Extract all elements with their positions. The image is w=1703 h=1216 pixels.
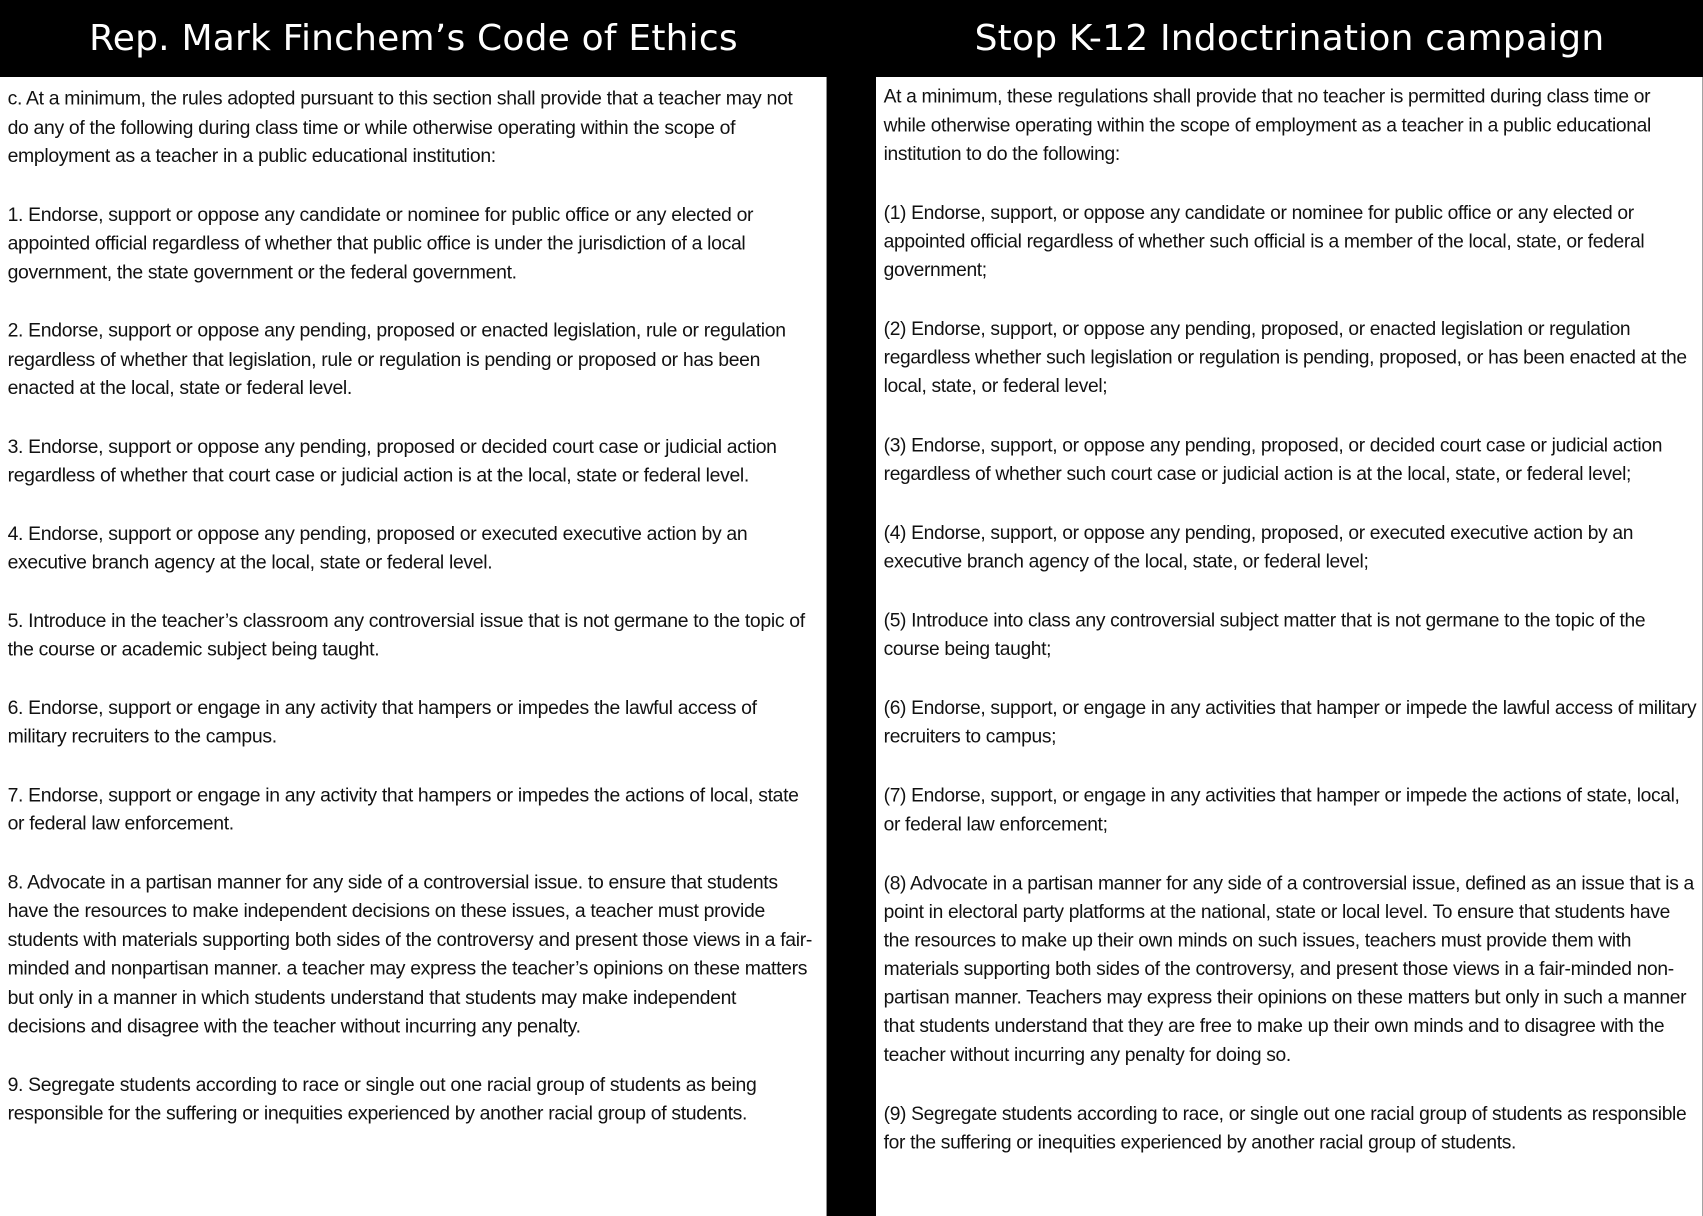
left-item-2: 2. Endorse, support or oppose any pending, proposed or enacted legislation, rule or regulation regardless of whether that legislation, rule or regulation is pending or proposed or has been enacted at the local, state or federal level. bbox=[7, 319, 786, 399]
right-item-8: (8) Advocate in a partisan manner for any side of a controversial issue, defined as an issue that is a point in electoral party platforms at the national, state or local level. To ensure that students have the resources to make up their own minds on such issues, teachers must provide them with materials supporting both sides of the controversy, and present those views in a fair-minded non-partisan manner. Teachers may express their opinions on these matters but only in such a manner that students understand that they are free to make up their own minds and to disagree with the teacher without incurring any penalty for doing so. bbox=[883, 873, 1694, 1066]
left-item-3: 3. Endorse, support or oppose any pending, proposed or decided court case or judicial action regardless of whether that court case or judicial action is at the local, state or federal level. bbox=[7, 435, 777, 487]
right-item-9: (9) Segregate students according to race, or single out one racial group of students as responsible for the suffering or inequities experienced by another racial group of students. bbox=[883, 1103, 1687, 1154]
right-item-5: (5) Introduce into class any controversial subject matter that is not germane to the topic of the course being taught; bbox=[883, 610, 1646, 660]
left-item-8: 8. Advocate in a partisan manner for any side of a controversial issue. to ensure that students have the resources to make independent decisions on these issues, a teacher must provide students with materials supporting both sides of the controversy and present those views in a fair-minded and nonpartisan manner. a teacher may express the teacher’s opinions on these matters but only in a manner in which students understand that students may make independent decisions and disagree with the teacher without incurring any penalty. bbox=[7, 870, 812, 1038]
right-column-title: Stop K-12 Indoctrination campaign bbox=[974, 18, 1605, 59]
left-column bbox=[0, 0, 827, 1216]
left-text-panel bbox=[0, 77, 827, 1216]
right-text-panel bbox=[876, 77, 1703, 1216]
left-item-7: 7. Endorse, support or engage in any activity that hampers or impedes the actions of local, state or federal law enforcement. bbox=[7, 783, 799, 835]
left-item-9: 9. Segregate students according to race or single out one racial group of students as being responsible for the suffering or inequities experienced by another racial group of students. bbox=[7, 1073, 757, 1125]
right-item-3: (3) Endorse, support, or oppose any pending, proposed, or decided court case or judicial action regardless of whether such court case or judicial action is at the local, state, or federal level; bbox=[883, 435, 1663, 485]
left-column-title: Rep. Mark Finchem’s Code of Ethics bbox=[89, 18, 738, 59]
right-item-6: (6) Endorse, support, or engage in any activities that hamper or impede the lawful access of military recruiters to campus; bbox=[883, 697, 1697, 748]
left-item-1: 1. Endorse, support or oppose any candidate or nominee for public office or any elected or appointed official regardless of whether that public office is under the jurisdiction of a local government, the state government or the federal government. bbox=[7, 203, 754, 283]
right-intro-paragraph: At a minimum, these regulations shall provide that no teacher is permitted during class time or while otherwise operating within the scope of employment as a teacher in a public educational institution to do the following: bbox=[883, 86, 1651, 165]
left-item-6: 6. Endorse, support or engage in any activity that hampers or impedes the lawful access of military recruiters to the campus. bbox=[7, 696, 757, 748]
right-item-4: (4) Endorse, support, or oppose any pending, proposed, or executed executive action by an executive branch agency of the local, state, or federal level; bbox=[883, 522, 1634, 573]
right-item-2: (2) Endorse, support, or oppose any pending, proposed, or enacted legislation or regulation regardless whether such legislation or regulation is pending, proposed, or has been enacted at the local, state, or federal level; bbox=[883, 318, 1687, 397]
right-item-7: (7) Endorse, support, or engage in any activities that hamper or impede the actions of state, local, or federal law enforcement; bbox=[883, 785, 1680, 836]
left-item-5: 5. Introduce in the teacher’s classroom any controversial issue that is not germane to the topic of the course or academic subject being taught. bbox=[7, 609, 805, 661]
right-column bbox=[876, 0, 1703, 1216]
left-item-4: 4. Endorse, support or oppose any pending, proposed or executed executive action by an executive branch agency at the local, state or federal level. bbox=[7, 522, 748, 574]
left-intro-paragraph: c. At a minimum, the rules adopted pursuant to this section shall provide that a teacher may not do any of the following during class time or while otherwise operating within the scope of employment as a teacher in a public educational institution: bbox=[7, 87, 793, 167]
right-item-1: (1) Endorse, support, or oppose any candidate or nominee for public office or any elected or appointed official regardless of whether such official is a member of the local, state, or federal government; bbox=[883, 202, 1645, 281]
